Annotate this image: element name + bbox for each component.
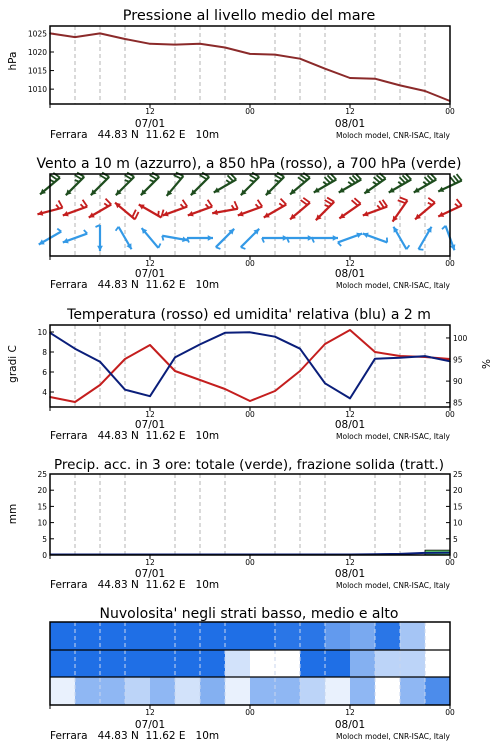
wind-barb-feather — [419, 249, 424, 250]
wind-barb — [187, 235, 213, 242]
y-tick-label: 25 — [453, 470, 463, 479]
humidity-line-point — [99, 361, 101, 363]
x-tick-label: 00 — [245, 259, 255, 268]
wind-barb — [338, 233, 362, 246]
temperature-line-point — [349, 329, 351, 331]
cloud-cell — [100, 677, 125, 705]
wind-barb-feather — [377, 205, 380, 209]
precipitation-ylabel: mm — [7, 503, 19, 525]
cloud-cell — [125, 650, 150, 677]
wind-barb-feather — [56, 205, 59, 209]
footer-location: Ferrara 44.83 N 11.62 E 10m — [50, 279, 220, 291]
cloud-cell — [425, 677, 450, 705]
temperature-x-ticks — [50, 407, 455, 431]
y-tick-label: 0 — [453, 551, 458, 560]
wind-barb-feather — [457, 199, 462, 205]
cloud-cell — [200, 650, 225, 677]
wind-barb-feather — [158, 244, 160, 248]
wind-barb-feather — [250, 180, 255, 182]
wind-barb-feather — [241, 247, 246, 249]
wind-barb-feather — [216, 247, 221, 249]
wind-barb-feather — [150, 180, 155, 182]
y-tick-label: 5 — [453, 534, 458, 544]
temperature-line-point — [74, 401, 76, 403]
pressure-line-point — [324, 68, 326, 70]
y-tick-label: 20 — [37, 486, 47, 496]
cloud-cell — [325, 677, 350, 705]
wind-barb-feather — [398, 182, 402, 185]
y-tick-label: 15 — [37, 502, 47, 512]
wind-barb — [339, 174, 362, 193]
temperature-line-point — [199, 379, 201, 381]
x-tick-label: 12 — [145, 558, 155, 567]
wind-barb-feather — [206, 204, 209, 208]
x-tick-label: 00 — [445, 107, 455, 116]
wind-barb-feather — [338, 242, 341, 246]
wind-barb-feather — [423, 182, 427, 185]
humidity-line-point — [349, 398, 351, 400]
footer-model-credit: Moloch model, CNR-ISAC, Italy — [336, 131, 450, 140]
cloud-cell — [75, 677, 100, 705]
x-date-label: 07/01 — [134, 568, 166, 580]
cloud-cell — [200, 622, 225, 650]
temperature-line-point — [399, 355, 401, 357]
y-tick-label: 6 — [42, 368, 47, 377]
wind-barb — [287, 235, 313, 242]
footer-5 — [50, 730, 451, 742]
x-tick-label: 00 — [245, 410, 255, 419]
x-tick-label: 00 — [445, 410, 455, 419]
temperature-ylabel: gradi C — [7, 345, 19, 383]
cloud-cell — [375, 622, 400, 650]
humidity-line-point — [74, 348, 76, 350]
wind-barb-feather — [50, 180, 54, 182]
x-tick-label: 12 — [345, 107, 355, 116]
cloud-cell — [225, 650, 250, 677]
cloud-cell — [350, 677, 375, 705]
y-tick-label: 100 — [453, 333, 468, 343]
cloud-cell — [175, 677, 200, 705]
cloud-cell — [225, 622, 250, 650]
wind-barb-feather — [348, 182, 352, 185]
temperature-line-point — [149, 344, 151, 346]
wind-barb-feather — [428, 198, 435, 203]
cloud-cell — [400, 622, 425, 650]
pressure-line-point — [149, 43, 151, 45]
temperature-series — [49, 329, 451, 403]
wind-barb-feather — [84, 230, 87, 234]
pressure-grid — [75, 26, 425, 104]
wind-barb-head — [97, 246, 103, 251]
cloud-cell — [50, 622, 75, 650]
cloud-panel — [50, 606, 455, 731]
cloud-cell — [200, 677, 225, 705]
temperature-y-ticks — [37, 328, 467, 408]
cloud-cell — [275, 622, 300, 650]
wind-barb-feather — [398, 200, 406, 203]
y-tick-label: 1025 — [27, 29, 47, 39]
y-tick-label: 10 — [37, 328, 47, 337]
pressure-line-point — [424, 90, 426, 92]
y-tick-label: 1015 — [27, 66, 47, 76]
wind-barb-feather — [181, 204, 184, 208]
temperature-line — [50, 330, 450, 402]
footer-model-credit: Moloch model, CNR-ISAC, Italy — [336, 581, 450, 590]
x-tick-label: 12 — [345, 410, 355, 419]
wind-barb-feather — [279, 203, 283, 206]
temperature-line-point — [174, 370, 176, 372]
pressure-frame — [50, 26, 450, 104]
wind-barb-feather — [183, 200, 188, 207]
y-tick-label: 1010 — [27, 85, 47, 95]
wind-barb — [394, 227, 410, 250]
wind-barb — [442, 226, 455, 250]
wind-barb-feather — [455, 204, 459, 207]
y-tick-label: 10 — [37, 518, 47, 528]
pressure-line-point — [399, 85, 401, 87]
x-tick-label: 00 — [245, 107, 255, 116]
wind-barb-feather — [400, 197, 408, 200]
y-tick-label: 15 — [453, 502, 463, 512]
wind-barb — [96, 225, 103, 251]
y-tick-label: 90 — [453, 377, 463, 387]
x-tick-label: 00 — [445, 708, 455, 717]
wind-barb-feather — [158, 211, 159, 216]
wind-barb-feather — [256, 204, 259, 208]
footer-2 — [50, 279, 451, 291]
cloud-cell — [50, 677, 75, 705]
x-tick-label: 12 — [145, 410, 155, 419]
wind-barb-head — [208, 235, 213, 241]
cloud-cell — [300, 677, 325, 705]
cloud-cell — [375, 677, 400, 705]
wind-panel — [36, 156, 461, 280]
pressure-ylabel: hPa — [7, 51, 19, 71]
x-date-label: 08/01 — [334, 118, 366, 130]
cloud-cell — [300, 622, 325, 650]
wind-barb — [264, 199, 287, 218]
wind-barb-feather — [258, 200, 263, 207]
x-date-label: 07/01 — [134, 419, 166, 431]
wind-barbs — [37, 172, 461, 251]
cloud-cell — [350, 622, 375, 650]
x-date-label: 08/01 — [334, 268, 366, 280]
wind-barb-feather — [442, 226, 446, 229]
temperature-line-point — [249, 400, 251, 402]
humidity-line-point — [224, 332, 226, 334]
x-tick-label: 12 — [345, 558, 355, 567]
wind-barb-feather — [57, 229, 61, 232]
cloud-cell — [150, 622, 175, 650]
pressure-line-point — [99, 33, 101, 35]
temperature-panel — [7, 307, 493, 431]
wind-barb — [89, 199, 112, 218]
cloud-cell — [275, 650, 300, 677]
precipitation-title: Precip. acc. in 3 ore: totale (verde), frazione solida (tratt.) — [54, 457, 444, 473]
wind-title: Vento a 10 m (azzurro), a 850 hPa (rosso), a 700 hPa (verde) — [36, 156, 462, 172]
wind-barb — [115, 203, 139, 220]
cloud-cell — [250, 677, 275, 705]
precipitation-x-ticks — [50, 555, 455, 580]
pressure-line-point — [249, 53, 251, 55]
humidity-line — [50, 332, 450, 398]
humidity-line-point — [299, 348, 301, 350]
humidity-line-point — [174, 357, 176, 359]
temperature-line-point — [274, 390, 276, 392]
precipitation-grid — [75, 474, 425, 555]
temperature-frame — [50, 325, 450, 407]
cloud-cell — [375, 650, 400, 677]
cloud-cell — [225, 677, 250, 705]
humidity-line-point — [399, 357, 401, 359]
x-tick-label: 00 — [245, 558, 255, 567]
humidity-line-point — [324, 382, 326, 384]
y-tick-label: 0 — [42, 551, 47, 560]
wind-barb-feather — [407, 245, 410, 249]
cloud-cell — [325, 650, 350, 677]
precipitation-y-ticks — [37, 470, 462, 560]
cloud-cell — [175, 622, 200, 650]
wind-barb-feather — [208, 200, 213, 207]
cloud-cell — [350, 650, 375, 677]
cloud-cell — [75, 622, 100, 650]
footer-model-credit: Moloch model, CNR-ISAC, Italy — [336, 432, 450, 441]
footer-location: Ferrara 44.83 N 11.62 E 10m — [50, 430, 220, 442]
footer-location: Ferrara 44.83 N 11.62 E 10m — [50, 129, 220, 141]
temperature-line-point — [99, 384, 101, 386]
x-tick-label: 12 — [145, 708, 155, 717]
footer-3 — [50, 430, 451, 442]
pressure-line — [50, 33, 450, 101]
wind-barb-feather — [132, 210, 136, 217]
temperature-line-point — [299, 370, 301, 372]
x-tick-label: 12 — [345, 708, 355, 717]
cloud-cell — [50, 650, 75, 677]
x-date-label: 07/01 — [134, 719, 166, 731]
temperature-line-point — [224, 388, 226, 390]
x-date-label: 08/01 — [334, 568, 366, 580]
wind-barb — [139, 205, 164, 218]
footer-model-credit: Moloch model, CNR-ISAC, Italy — [336, 732, 450, 741]
wind-x-ticks — [50, 256, 455, 280]
y-tick-label: 95 — [453, 355, 463, 365]
x-date-label: 08/01 — [334, 419, 366, 431]
humidity-line-point — [124, 389, 126, 391]
cloud-cell — [400, 650, 425, 677]
x-tick-label: 12 — [345, 259, 355, 268]
pressure-x-ticks — [50, 104, 455, 130]
footer-4 — [50, 579, 451, 591]
pressure-line-point — [199, 43, 201, 45]
cloud-x-ticks — [50, 705, 455, 731]
x-tick-label: 00 — [445, 259, 455, 268]
wind-barb — [141, 173, 159, 196]
x-tick-label: 00 — [245, 708, 255, 717]
temperature-line-point — [374, 351, 376, 353]
wind-barb — [162, 236, 188, 242]
wind-barb-feather — [135, 212, 139, 219]
precip-accumulated-line — [50, 553, 450, 555]
cloud-cell — [275, 677, 300, 705]
cloud-cell — [250, 650, 275, 677]
wind-barb-feather — [226, 180, 230, 183]
cloud-cell — [125, 677, 150, 705]
wind-barb — [241, 173, 259, 196]
precipitation-frame — [50, 474, 450, 555]
pressure-line-point — [124, 38, 126, 40]
wind-barb — [116, 227, 132, 250]
cloud-cell — [325, 622, 350, 650]
wind-barb — [241, 229, 259, 249]
footer-location: Ferrara 44.83 N 11.62 E 10m — [50, 579, 220, 591]
wind-barb — [339, 198, 360, 218]
cloud-cell — [425, 650, 450, 677]
cloud-cell — [75, 650, 100, 677]
humidity-line-point — [424, 355, 426, 357]
temperature-title: Temperatura (rosso) ed umidita' relativa (blu) a 2 m — [67, 307, 431, 323]
humidity-line-point — [149, 395, 151, 397]
pressure-series — [49, 33, 451, 102]
cloud-cell — [100, 650, 125, 677]
pressure-line-point — [224, 47, 226, 49]
x-tick-label: 00 — [445, 558, 455, 567]
y-tick-label: 5 — [42, 534, 47, 544]
cloud-cell — [175, 650, 200, 677]
temperature-line-point — [124, 358, 126, 360]
y-tick-label: 10 — [453, 518, 463, 528]
cloud-title: Nuvolosita' negli strati basso, medio e alto — [99, 606, 399, 622]
wind-barb — [262, 235, 288, 242]
pressure-line-point — [349, 77, 351, 79]
pressure-line-point — [374, 78, 376, 80]
humidity-line-point — [249, 332, 251, 334]
wind-barb-feather — [106, 199, 112, 205]
y-tick-label: 25 — [37, 470, 47, 479]
x-tick-label: 12 — [145, 107, 155, 116]
pressure-line-point — [299, 58, 301, 60]
wind-barb — [238, 200, 262, 217]
humidity-line-point — [374, 358, 376, 360]
precipitation-panel — [7, 457, 463, 580]
x-tick-label: 12 — [145, 259, 155, 268]
wind-barb-feather — [234, 201, 237, 209]
cloud-cell — [125, 622, 150, 650]
x-date-label: 07/01 — [134, 118, 166, 130]
cloud-cell — [425, 622, 450, 650]
cloud-cell — [300, 650, 325, 677]
y-tick-label: 8 — [42, 348, 47, 357]
cloud-cell — [250, 622, 275, 650]
cloud-cells — [50, 622, 450, 705]
pressure-title: Pressione al livello medio del mare — [122, 8, 376, 24]
pressure-line-point — [174, 44, 176, 46]
y-tick-label: 1020 — [27, 48, 47, 57]
wind-barb-feather — [428, 203, 432, 205]
x-date-label: 08/01 — [334, 719, 366, 731]
wind-barb-feather — [281, 199, 287, 205]
temperature-line-point — [324, 343, 326, 345]
pressure-panel — [7, 8, 455, 130]
wind-barb — [312, 235, 338, 242]
wind-barb-feather — [373, 182, 377, 185]
footer-model-credit: Moloch model, CNR-ISAC, Italy — [336, 281, 450, 290]
cloud-cell — [100, 622, 125, 650]
temperature-grid — [75, 325, 425, 407]
cloud-cell — [150, 677, 175, 705]
pressure-line-point — [274, 54, 276, 56]
y-tick-label: 4 — [42, 388, 47, 397]
wind-barb-feather — [325, 205, 330, 207]
footer-location: Ferrara 44.83 N 11.62 E 10m — [50, 730, 220, 742]
wind-barb-feather — [83, 200, 88, 207]
wind-barb — [142, 228, 161, 248]
wind-barb-feather — [116, 227, 119, 231]
humidity-line-point — [274, 336, 276, 338]
cloud-cell — [150, 650, 175, 677]
wind-barb-feather — [104, 203, 108, 206]
y-tick-label: 85 — [453, 398, 463, 408]
humidity-ylabel: % — [481, 359, 493, 369]
footer-1 — [50, 129, 451, 141]
cloud-cell — [400, 677, 425, 705]
pressure-line-point — [74, 36, 76, 38]
wind-barb-feather — [323, 182, 327, 185]
humidity-line-point — [199, 344, 201, 346]
wind-barb-feather — [81, 204, 84, 208]
wind-barb-feather — [162, 236, 163, 241]
wind-barb-feather — [59, 200, 63, 207]
y-tick-label: 20 — [453, 486, 463, 496]
x-date-label: 07/01 — [134, 268, 166, 280]
wind-barb-head — [333, 235, 338, 241]
